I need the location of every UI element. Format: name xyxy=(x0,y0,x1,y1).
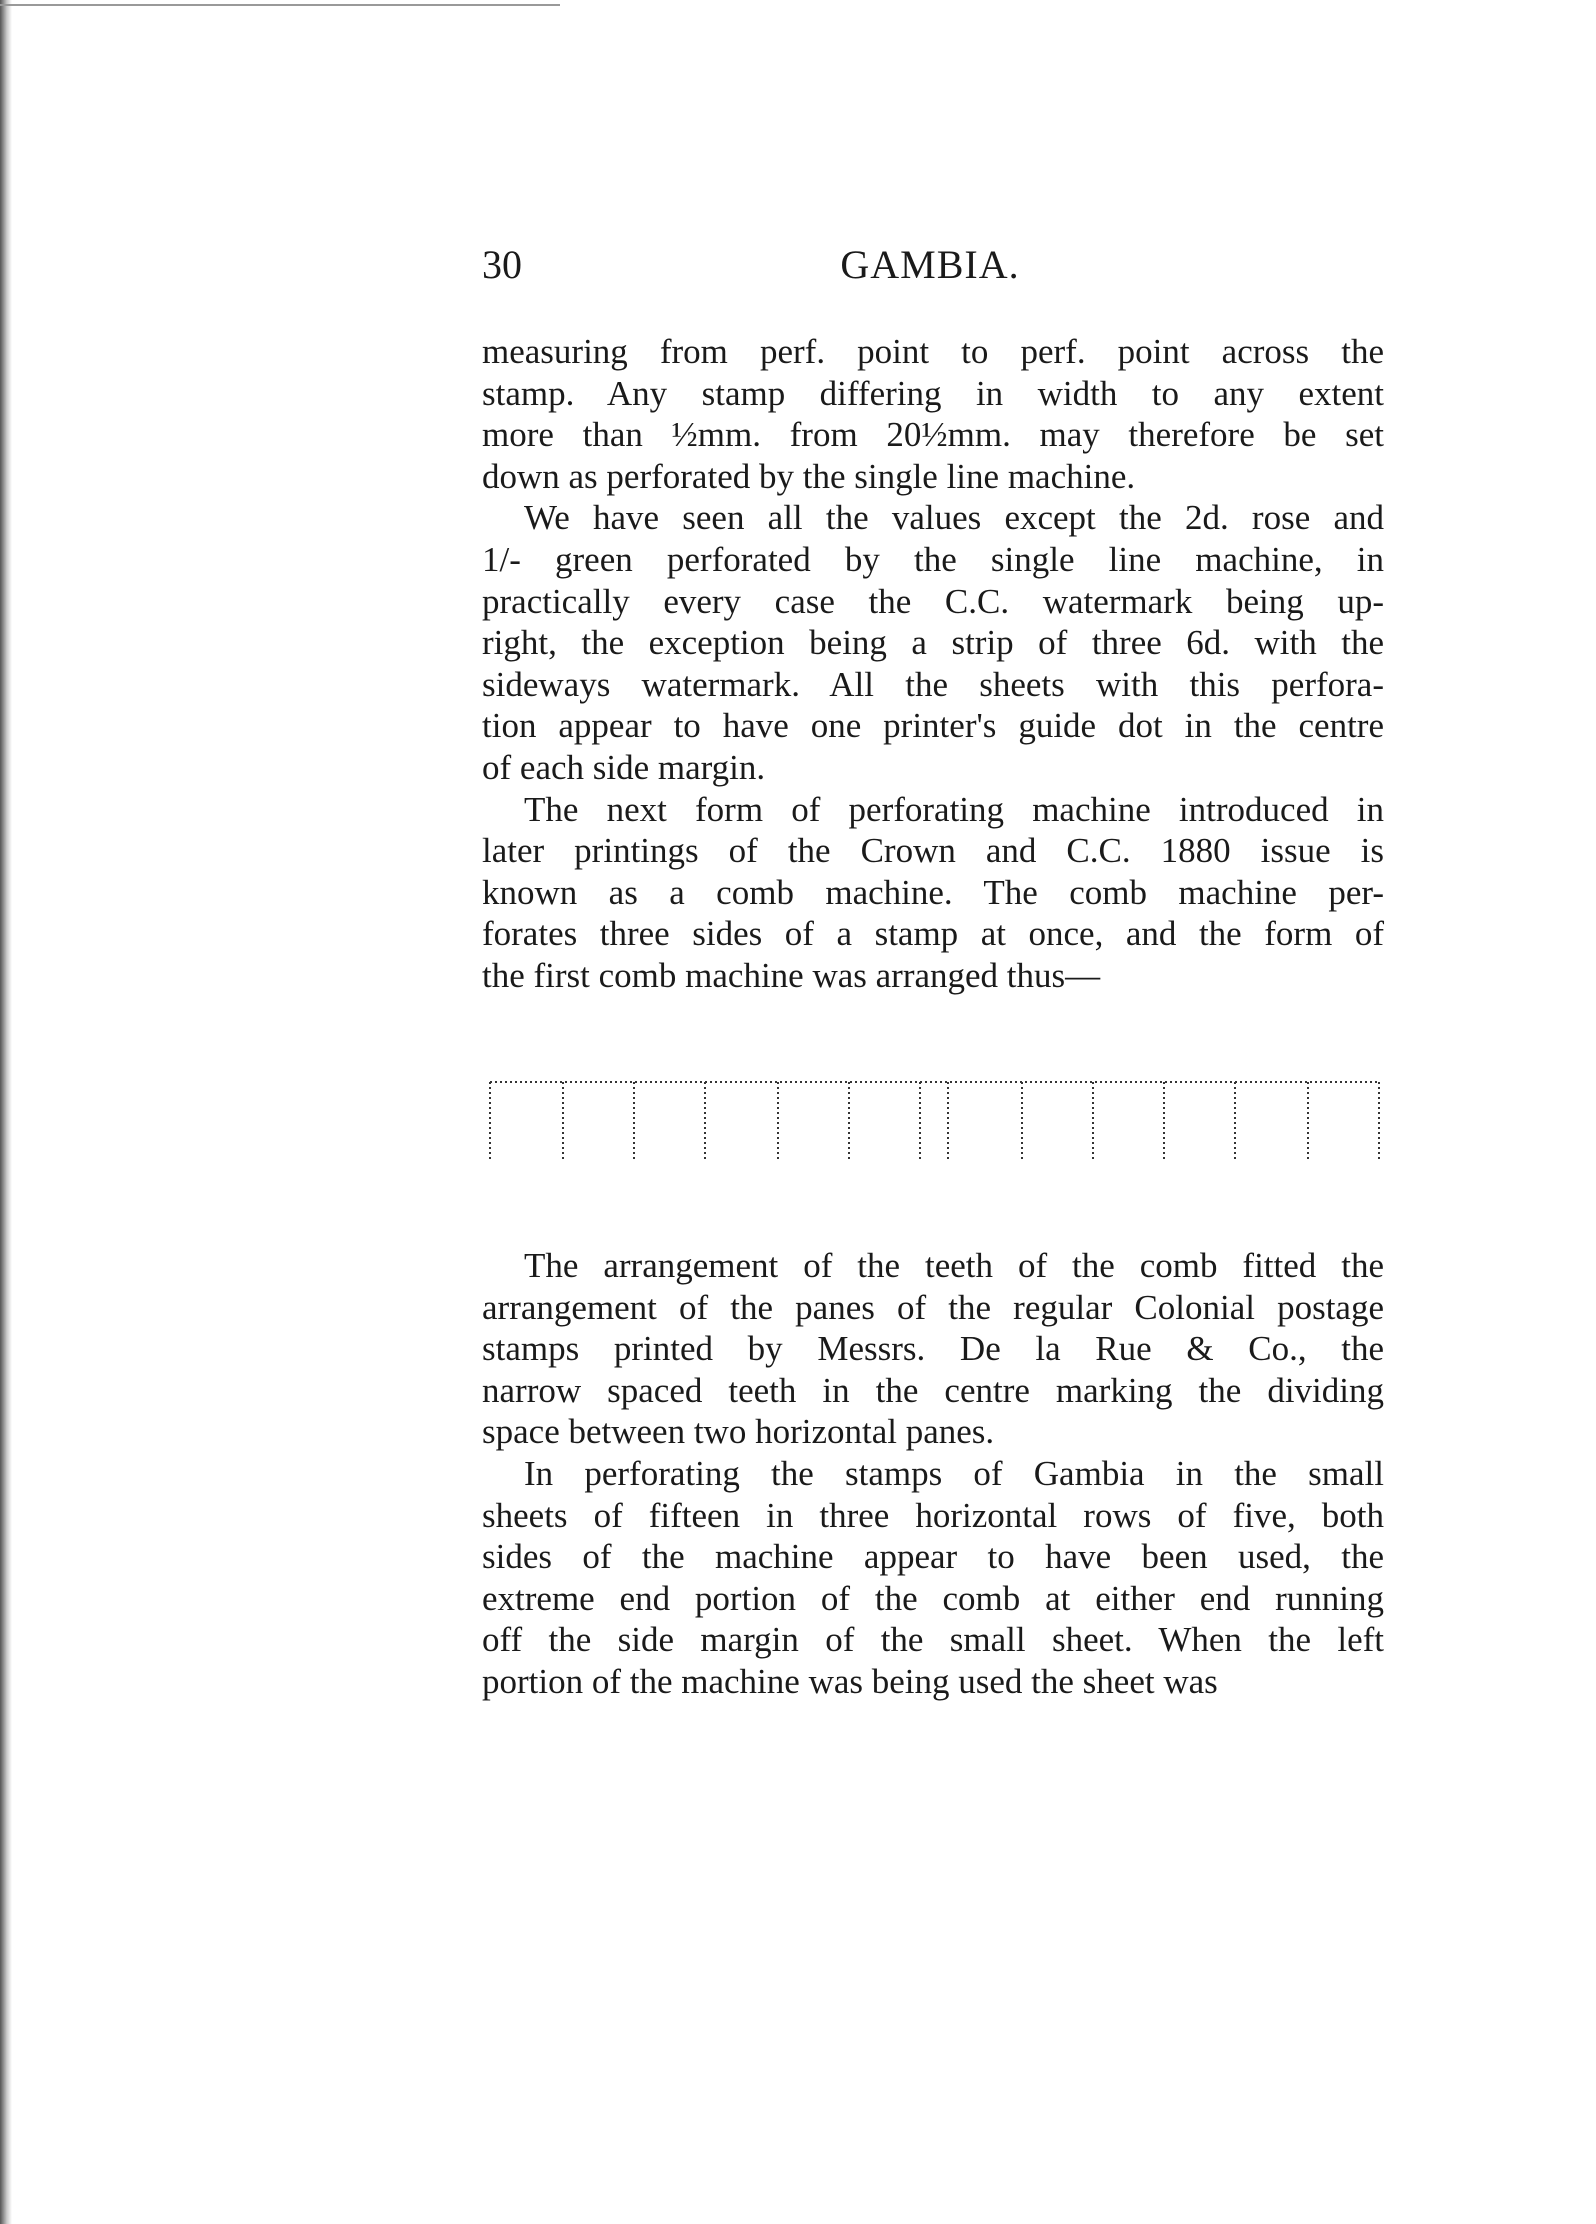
text-line: the first comb machine was arranged thus— xyxy=(482,955,1101,995)
running-title: GAMBIA. xyxy=(840,242,1020,287)
text-block-upper xyxy=(482,331,1384,997)
text-line: off the side margin of the small sheet. When the left xyxy=(482,1620,1384,1660)
text-line: sheets of fifteen in three horizontal rows of five, both xyxy=(482,1495,1384,1535)
text-line: narrow spaced teeth in the centre marking the dividing xyxy=(482,1370,1384,1410)
text-line: right, the exception being a strip of three 6d. with the xyxy=(482,623,1384,663)
text-line: forates three sides of a stamp at once, and the form of xyxy=(482,914,1384,954)
text-line: 1/- green perforated by the single line machine, in xyxy=(482,539,1384,579)
page-number: 30 xyxy=(482,242,522,287)
text-line: The next form of perforating machine introduced in xyxy=(524,789,1384,829)
text-line: tion appear to have one printer's guide dot in the centre xyxy=(482,706,1384,746)
text-line: space between two horizontal panes. xyxy=(482,1412,995,1452)
text-line: down as perforated by the single line machine. xyxy=(482,456,1136,496)
text-line: measuring from perf. point to perf. point across the xyxy=(482,332,1384,371)
text-line: more than ½mm. from 20½mm. may therefore be set xyxy=(482,415,1384,455)
text-line: later printings of the Crown and C.C. 1880 issue is xyxy=(482,831,1384,871)
scan-edge xyxy=(0,0,12,2224)
text-line: of each side margin. xyxy=(482,747,766,787)
text-line: In perforating the stamps of Gambia in the small xyxy=(524,1453,1384,1493)
comb-perforation-diagram xyxy=(482,1070,1392,1170)
text-block-lower xyxy=(482,1245,1384,1703)
text-line: practically every case the C.C. watermark being up- xyxy=(482,581,1384,621)
text-line: portion of the machine was being used the sheet was xyxy=(482,1661,1218,1701)
scan-top-edge xyxy=(0,4,560,6)
text-line: known as a comb machine. The comb machine per- xyxy=(482,872,1384,912)
text-line: sideways watermark. All the sheets with this perfora- xyxy=(482,664,1384,704)
text-line: We have seen all the values except the 2d. rose and xyxy=(524,498,1384,538)
text-line: arrangement of the panes of the regular Colonial postage xyxy=(482,1287,1384,1327)
text-line: stamps printed by Messrs. De la Rue & Co., the xyxy=(482,1329,1384,1369)
text-line: The arrangement of the teeth of the comb fitted the xyxy=(524,1246,1384,1285)
text-line: sides of the machine appear to have been used, the xyxy=(482,1537,1384,1577)
text-line: extreme end portion of the comb at either end running xyxy=(482,1578,1384,1618)
text-line: stamp. Any stamp differing in width to any extent xyxy=(482,373,1384,413)
